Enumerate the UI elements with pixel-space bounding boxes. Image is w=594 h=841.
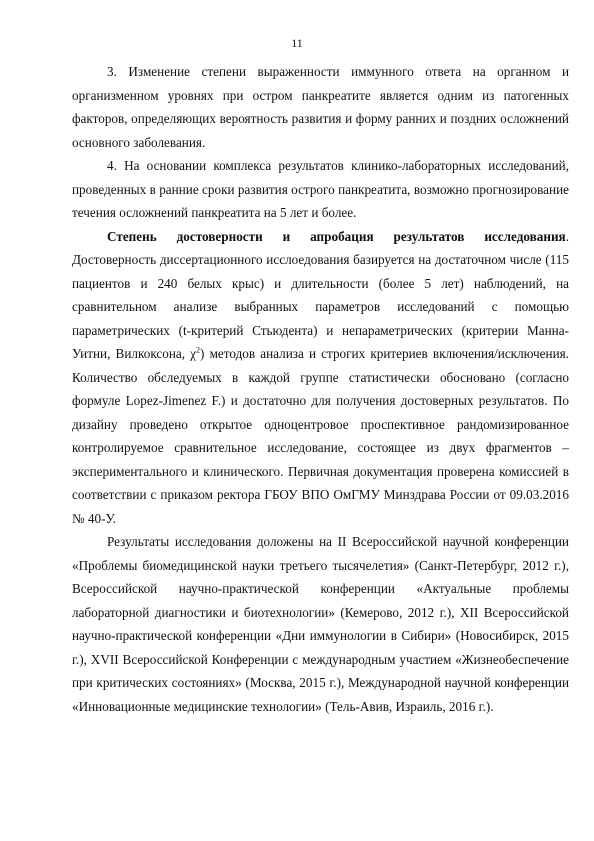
section-heading-period: . — [565, 228, 569, 244]
section-heading: Степень достоверности и апробация результатов исследования — [107, 228, 566, 244]
page-number: 11 — [291, 36, 303, 50]
paragraph-item-3: 3. Изменение степени выраженности иммунного ответа на органном и организменном уровнях при остром панкреатите является одним из патогенных факторов, определяющих вероятность развития и форму ранних и поздних осложнений основного заболевания. — [72, 64, 569, 150]
paragraph-item-4: 4. На основании комплекса результатов клинико-лабораторных исследований, проведенных в ранние сроки развития острого панкреатита, возможно прогнозирование течения осложнений панкреатита на 5 лет и более. — [72, 158, 569, 220]
paragraph-results: Результаты исследования доложены на II Всероссийской научной конференции «Проблемы биомедицинской науки третьего тысячелетия» (Санкт-Петербург, 2012 г.), Всероссийской научно-практической конференции «Актуальные проблемы лабораторной диагностики и биотехнологии» (Кемерово, 2012 г.), XII Всероссийской научно-практической конференции «Дни иммунологии в Сибири» (Новосибирск, 2015 г.), XVII Всероссийской Конференции с международным участием «Жизнеобеспечение при критических состояниях» (Москва, 2015 г.), Международной научной конференции «Инновационные медицинские технологии» (Тель-Авив, Израиль, 2016 г.). — [72, 534, 569, 714]
body-text — [72, 60, 569, 718]
reliability-text-part-1: Достоверность диссертационного исслоедования базируется на достаточном числе (115 пациентов и 240 белых крыс) и длительности (более 5 лет) наблюдений, на сравнительном анализе выбранных параметров исследований с помощью параметрических (t-критерий Стьюдента) и непараметрических (критерии Манна-Уитни, Вилкоксона, χ — [72, 252, 569, 361]
reliability-text-part-2: ) методов анализа и строгих критериев включения/исключения. Количество обследуемых в каждой группе статистически обосновано (согласно формуле Lopez-Jimenez F.) и достаточно для получения достоверных результатов. По дизайну проведено открытое одноцентровое проспективное рандомизированное контролируемое сравнительное исследование, состоящее из двух фрагментов – экспериментального и клинического. Первичная документация проверена комиссией в соответствии с приказом ректора ГБОУ ВПО ОмГМУ Минздрава России от 09.03.2016 № 40-У. — [72, 346, 569, 526]
chi-square-superscript: 2 — [196, 345, 201, 355]
paragraph-reliability — [72, 225, 569, 531]
